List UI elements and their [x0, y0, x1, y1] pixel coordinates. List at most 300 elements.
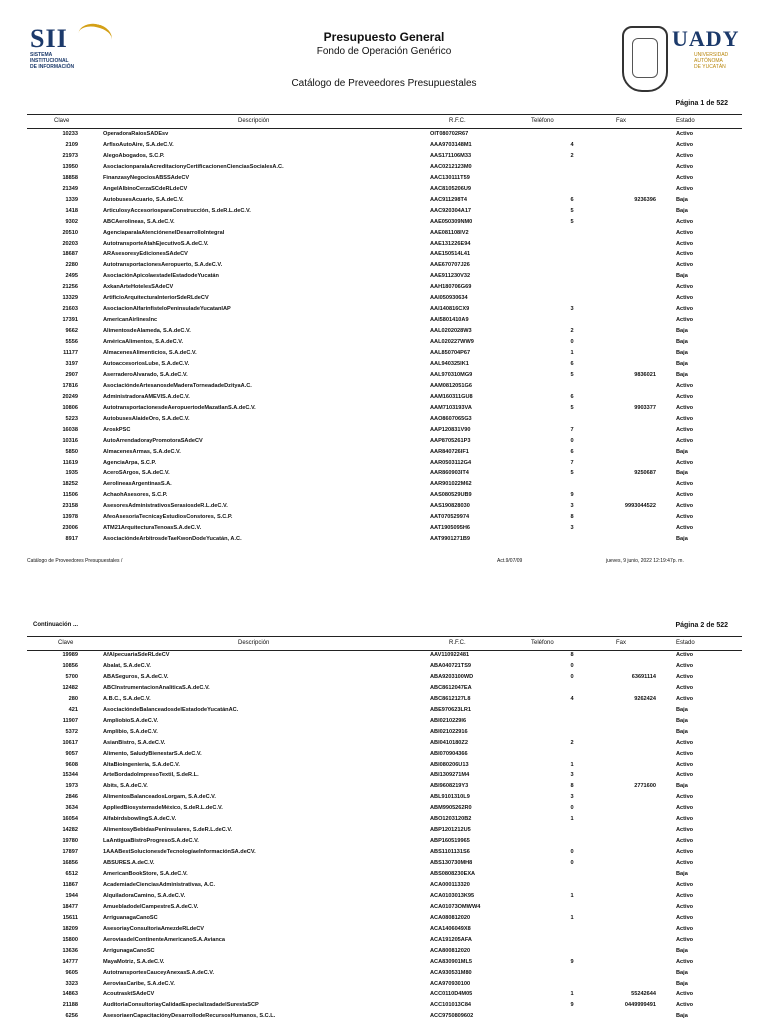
uady-logo-sub-3: DE YUCATÁN	[694, 64, 726, 70]
cell-descripcion: AutotransportacionesAeropuerto, S.A.deC.V.	[103, 262, 223, 269]
table-row	[0, 272, 768, 281]
table-row	[0, 903, 768, 912]
cell-clave: 16054	[62, 816, 78, 823]
cell-telefono: 0	[570, 339, 574, 346]
table-row	[0, 706, 768, 715]
table-row	[0, 881, 768, 890]
table-row	[0, 360, 768, 369]
cell-rfc: AAL020227WW9	[430, 339, 474, 346]
cell-estado: Activo	[676, 317, 694, 324]
cell-rfc: ACA1406049X8	[430, 925, 471, 932]
cell-estado: Baja	[676, 536, 688, 543]
cell-rfc: AAT9901271B9	[430, 536, 471, 543]
cell-estado: Baja	[676, 350, 688, 356]
cell-estado: Baja	[676, 339, 688, 346]
cell-descripcion: AceroSArgos, S.A.deC.V.	[103, 470, 170, 477]
cell-estado: Activo	[676, 262, 694, 269]
cell-estado: Activo	[676, 152, 694, 159]
cell-telefono: 2	[570, 328, 574, 335]
cell-estado: Baja	[676, 360, 688, 367]
cell-clave: 19989	[62, 652, 78, 658]
table-row	[0, 936, 768, 945]
table-row	[0, 793, 768, 802]
cell-rfc: AAR840726IF1	[430, 448, 469, 455]
cell-telefono: 5	[570, 207, 574, 214]
cell-clave: 3197	[65, 360, 78, 367]
cell-descripcion: ArtificioArquitecturaInteriorSdeRLdeCV	[103, 295, 209, 302]
cell-rfc: ACA191205AFA	[430, 936, 472, 943]
cell-rfc: AAL940325IK1	[430, 360, 469, 367]
table-row	[0, 958, 768, 967]
cell-estado: Baja	[676, 980, 688, 987]
cell-rfc: AAH180706G69	[430, 284, 472, 291]
table-row	[0, 990, 768, 999]
cell-clave: 18477	[62, 903, 78, 910]
cell-descripcion: Amplibio, S.A.deC.V.	[103, 728, 158, 735]
table-row	[0, 673, 768, 682]
table-row	[0, 870, 768, 879]
cell-estado: Activo	[676, 525, 694, 532]
cell-telefono: 2	[570, 739, 574, 746]
cell-telefono: 3	[570, 306, 574, 313]
cell-rfc: AAC911298T4	[430, 196, 468, 203]
cell-descripcion: AutobusesAcuario, S.A.deC.V.	[103, 196, 184, 203]
cell-descripcion: AlquiladoraCamino, S.A.deC.V.	[103, 892, 186, 899]
cell-estado: Activo	[676, 251, 694, 258]
cell-estado: Activo	[676, 750, 694, 757]
table-row	[0, 969, 768, 978]
table-row	[0, 459, 768, 468]
table-row	[0, 141, 768, 150]
cell-rfc: AAM160311GU8	[430, 393, 473, 400]
cell-clave: 11506	[62, 492, 78, 499]
cell-estado: Activo	[676, 131, 694, 137]
cell-estado: Activo	[676, 914, 694, 921]
cell-telefono: 5	[570, 371, 574, 378]
table-row	[0, 152, 768, 161]
cell-estado: Activo	[676, 936, 694, 943]
page-number: Página 1 de 522	[675, 100, 728, 107]
cell-rfc: AAS171106M33	[430, 152, 472, 159]
cell-clave: 10316	[62, 437, 78, 444]
cell-clave: 5556	[65, 339, 78, 346]
cell-clave: 13978	[62, 514, 78, 521]
table-row	[0, 404, 768, 413]
uady-logo-text: UADY	[672, 26, 740, 51]
cell-clave: 2495	[65, 273, 78, 280]
cell-clave: 16038	[62, 426, 78, 433]
cell-estado: Baja	[676, 706, 688, 713]
cell-rfc: AAT1905095H6	[430, 525, 471, 532]
cell-clave: 16856	[62, 860, 78, 867]
cell-estado: Activo	[676, 1002, 694, 1009]
cell-clave: 5700	[65, 673, 78, 680]
cell-descripcion: AgenciaArpa, S.C.P.	[103, 459, 157, 466]
cell-estado: Activo	[676, 437, 694, 444]
cell-rfc: AAA9703148M1	[430, 141, 472, 148]
cell-estado: Baja	[676, 273, 688, 280]
cell-descripcion: ARAsesoresyEdicionesSAdeCV	[103, 251, 188, 258]
table-row	[0, 382, 768, 391]
cell-descripcion: ABSURES.A.deC.V.	[103, 860, 155, 867]
cell-clave: 20249	[62, 393, 78, 400]
cell-estado: Activo	[676, 816, 694, 823]
cell-rfc: AAR901022M62	[430, 481, 472, 488]
cell-rfc: AAE150514L41	[430, 251, 471, 258]
table-row	[0, 469, 768, 478]
cell-clave: 18687	[62, 251, 78, 258]
table-row	[0, 815, 768, 824]
cell-clave: 15344	[62, 772, 78, 779]
cell-rfc: ABE970623LR1	[430, 706, 472, 713]
cell-descripcion: AltaBioingeniería, S.A.deC.V.	[103, 761, 180, 768]
sii-logo-sub-1: SISTEMA	[30, 52, 53, 58]
cell-clave: 1418	[65, 207, 78, 214]
cell-fax: 9262424	[634, 695, 656, 702]
table-row	[0, 925, 768, 934]
cell-telefono: 6	[570, 448, 574, 455]
table-row	[0, 305, 768, 314]
table-row	[0, 294, 768, 303]
cell-descripcion: AcademiadeCienciasAdministrativas, A.C.	[103, 881, 216, 888]
cell-descripcion: AeroviasdelContinenteAmericanoS.A.Avianca	[103, 936, 225, 943]
table-row	[0, 426, 768, 435]
cell-clave: 10617	[62, 739, 78, 746]
footer-mid: Act.9/07/09	[497, 558, 523, 564]
cell-rfc: ACA930531M80	[430, 969, 472, 976]
cell-estado: Activo	[676, 415, 694, 422]
table-row	[0, 892, 768, 901]
cell-descripcion: AlimentosyBebidasPeninsulares, S.deR.L.deC.V.	[103, 827, 233, 834]
cell-clave: 2907	[65, 371, 78, 378]
cell-estado: Activo	[676, 805, 694, 812]
cell-telefono: 0	[570, 662, 574, 669]
col-telefono: Teléfono	[531, 118, 554, 124]
cell-rfc: AAC8105206U9	[430, 185, 472, 192]
cell-telefono: 3	[570, 794, 574, 801]
cell-telefono: 6	[570, 196, 574, 203]
cell-clave: 9057	[65, 750, 78, 757]
cell-descripcion: AsianBistro, S.A.deC.V.	[103, 739, 166, 746]
cell-clave: 2109	[65, 141, 78, 148]
cell-clave: 1339	[65, 196, 78, 203]
cell-estado: Activo	[676, 684, 694, 691]
cell-descripcion: AppliedBiosystemsdeMéxico, S.deR.L.deC.V.	[103, 805, 223, 812]
cell-telefono: 1	[570, 991, 574, 998]
cell-fax: 55242644	[631, 991, 656, 998]
table-row	[0, 185, 768, 194]
report-subtitle: Fondo de Operación Genérico	[316, 46, 452, 57]
table-row	[0, 163, 768, 172]
cell-telefono: 3	[570, 772, 574, 779]
cell-telefono: 1	[570, 350, 574, 356]
cell-descripcion: ArrigunagaCanoSC	[103, 947, 155, 954]
cell-estado: Activo	[676, 141, 694, 148]
col-clave: Clave	[58, 640, 74, 646]
cell-clave: 9662	[65, 328, 78, 335]
cell-descripcion: AlmacenesArmas, S.A.deC.V.	[103, 448, 181, 455]
cell-estado: Baja	[676, 969, 688, 976]
cell-descripcion: AméricaAlimentos, S.A.deC.V.	[103, 339, 183, 346]
cell-descripcion: ABCInstrumentacionAnaliticaS.A.deC.V.	[103, 684, 210, 691]
cell-descripcion: FinanzasyNegociosABSSAdeCV	[103, 174, 190, 181]
cell-estado: Activo	[676, 459, 694, 466]
cell-rfc: AAR0503112G4	[430, 459, 472, 466]
cell-descripcion: AutoaccesoriosLube, S.A.deC.V.	[103, 360, 190, 367]
cell-clave: 13329	[62, 295, 78, 302]
table-row	[0, 229, 768, 238]
cell-rfc: AAI050930634	[430, 295, 468, 302]
cell-descripcion: ArteBordadoImpresoTextil, S.deR.L.	[103, 772, 199, 779]
cell-clave: 2846	[65, 794, 78, 801]
table-row	[0, 804, 768, 813]
cell-descripcion: AlegoAbogados, S.C.P.	[103, 152, 165, 159]
cell-descripcion: AsociacionAlfarinfisteloPeninsuladeYucatanIAP	[103, 306, 231, 313]
table-row	[0, 826, 768, 835]
cell-descripcion: AsesoresAdministrativosSerasiosdeR.L.deC.V.	[103, 503, 228, 510]
cell-clave: 18252	[62, 481, 78, 488]
table-row	[0, 837, 768, 846]
cell-estado: Activo	[676, 860, 694, 867]
cell-descripcion: Abalat, S.A.deC.V.	[103, 662, 151, 669]
cell-estado: Baja	[676, 871, 688, 877]
table-header-2	[27, 636, 742, 651]
cell-rfc: AAP120831V90	[430, 426, 471, 433]
cell-rfc: AAE670707J26	[430, 262, 470, 269]
cell-telefono: 6	[570, 360, 574, 367]
cell-clave: 10233	[62, 131, 78, 137]
cell-descripcion: ArticulosyAccesoriosparaConstrucción, S.deR.L.deC.V.	[103, 207, 251, 214]
cell-clave: 5223	[65, 415, 78, 422]
cell-rfc: AAL0202028W3	[430, 328, 472, 335]
cell-descripcion: AcoutrasktSAdeCV	[103, 991, 155, 998]
cell-clave: 17391	[62, 317, 78, 324]
cell-fax: 0449999491	[624, 1002, 656, 1009]
cell-descripcion: AmericanBookStore, S.A.deC.V.	[103, 871, 188, 877]
table-row	[0, 651, 768, 660]
cell-telefono: 8	[570, 652, 574, 658]
cell-descripcion: AserraderoAlvarado, S.A.deC.V.	[103, 371, 188, 378]
cell-descripcion: AsesoriaenCapacitaciónyDesarrollodeRecursosHumanos, S.C.L.	[103, 1013, 276, 1020]
cell-descripcion: AlfabirdsbowlingS.A.deC.V.	[103, 816, 177, 823]
table-row	[0, 848, 768, 857]
cell-clave: 18858	[62, 174, 78, 181]
cell-estado: Baja	[676, 470, 688, 477]
cell-clave: 421	[68, 706, 78, 713]
col-estado: Estado	[676, 118, 695, 124]
col-fax: Fax	[616, 640, 627, 646]
cell-rfc: ABP1201212U5	[430, 827, 471, 834]
cell-clave: 21973	[62, 152, 78, 159]
cell-rfc: ACA080812020	[430, 914, 471, 921]
table-row	[0, 371, 768, 380]
cell-rfc: ACA830901ML5	[430, 958, 472, 965]
table-row	[0, 250, 768, 259]
cell-clave: 6512	[65, 871, 78, 877]
cell-telefono: 9	[570, 1002, 574, 1009]
table-row	[0, 174, 768, 183]
table-row	[0, 261, 768, 270]
cell-estado: Activo	[676, 892, 694, 899]
cell-rfc: ABL9101310L9	[430, 794, 470, 801]
table-row	[0, 695, 768, 704]
col-telefono: Teléfono	[531, 640, 554, 646]
table-row	[0, 480, 768, 489]
cell-fax: 9836021	[634, 371, 656, 378]
cell-estado: Activo	[676, 426, 694, 433]
cell-estado: Activo	[676, 827, 694, 834]
cell-descripcion: AutoArrendadorayPromotoraSAdeCV	[103, 437, 203, 444]
cell-rfc: AAM7103193VA	[430, 404, 472, 411]
cell-descripcion: LaAntiguaBistroProgresoS.A.deC.V.	[103, 838, 199, 845]
table-row	[0, 491, 768, 500]
cell-descripcion: Abits, S.A.deC.V.	[103, 783, 148, 790]
cell-rfc: AAV110922481	[430, 652, 470, 658]
cell-telefono: 0	[570, 860, 574, 867]
cell-estado: Activo	[676, 925, 694, 932]
table-row	[0, 130, 768, 139]
cell-estado: Activo	[676, 673, 694, 680]
cell-descripcion: AfAlpecuariaSdeRLdeCV	[103, 652, 170, 658]
cell-estado: Activo	[676, 652, 694, 658]
col-descripcion: Descripción	[238, 640, 270, 646]
cell-descripcion: AsociacióndeArbitrosdeTaeKwonDodeYucatán, A.C.	[103, 536, 242, 543]
cell-clave: 15611	[62, 914, 78, 921]
cell-clave: 6256	[65, 1013, 78, 1020]
table-row	[0, 535, 768, 544]
cell-estado: Activo	[676, 174, 694, 181]
table-row	[0, 662, 768, 671]
cell-descripcion: AxkanArteHotelesSAdeCV	[103, 284, 174, 291]
cell-estado: Activo	[676, 382, 694, 389]
cell-fax: 9903377	[634, 404, 656, 411]
table-row	[0, 437, 768, 446]
cell-telefono: 7	[570, 426, 574, 433]
cell-descripcion: AsesoriayConsultoriaAmezdeRLdeCV	[103, 925, 205, 932]
cell-clave: 9302	[65, 218, 78, 225]
cell-estado: Activo	[676, 958, 694, 965]
cell-descripcion: OperadoraRaiosSADEsv	[103, 131, 169, 137]
cell-clave: 280	[68, 695, 78, 702]
cell-telefono: 1	[570, 816, 574, 823]
cell-telefono: 0	[570, 805, 574, 812]
cell-rfc: ABC8612047EA	[430, 684, 472, 691]
cell-rfc: OIT080702R67	[430, 131, 469, 137]
cell-rfc: ACA01073OMWW4	[430, 903, 481, 910]
cell-clave: 5850	[65, 448, 78, 455]
cell-rfc: ACA0103013K95	[430, 892, 475, 899]
cell-estado: Activo	[676, 881, 694, 888]
table-row	[0, 739, 768, 748]
cell-descripcion: AmericanAirlinesInc	[103, 317, 158, 324]
cell-telefono: 6	[570, 393, 574, 400]
footer-left: Catálogo de Proveedores Presupuestales /	[27, 558, 123, 564]
cell-clave: 15800	[62, 936, 78, 943]
cell-rfc: ABO1203120B2	[430, 816, 472, 823]
table-row	[0, 513, 768, 522]
table-row	[0, 728, 768, 737]
cell-estado: Baja	[676, 728, 688, 735]
cell-rfc: AAT070529974	[430, 514, 470, 521]
cell-estado: Activo	[676, 761, 694, 768]
cell-descripcion: AsociacionparalaAcreditacionyCertificacionenCienciasSocialesA.C.	[103, 163, 284, 170]
cell-descripcion: A.B.C., S.A.deC.V.	[103, 695, 151, 702]
cell-rfc: AAI140816CX9	[430, 306, 470, 313]
cell-clave: 17897	[62, 849, 78, 856]
cell-rfc: ABI1309271M4	[430, 772, 470, 779]
cell-rfc: ABP160519965	[430, 838, 470, 845]
cell-descripcion: AlimentosdeAlameda, S.A.deC.V.	[103, 328, 191, 335]
table-row	[0, 914, 768, 923]
cell-fax: 9993044522	[624, 503, 656, 510]
cell-descripcion: 1AAABestSolucionesdeTecnologíaeInformaciónSA.deCV.	[103, 849, 256, 856]
table-row	[0, 947, 768, 956]
cell-estado: Activo	[676, 284, 694, 291]
cell-telefono: 4	[570, 695, 574, 702]
cell-descripcion: AerolineasArgentinasS.A.	[103, 481, 172, 488]
cell-descripcion: Alimento, SaludyBienestarS.A.deC.V.	[103, 750, 202, 757]
cell-clave: 21256	[62, 284, 78, 291]
cell-clave: 3323	[65, 980, 78, 987]
cell-rfc: AAL970310MG9	[430, 371, 473, 378]
table-row	[0, 196, 768, 205]
cell-descripcion: ArflsoAutoAire, S.A.deC.V.	[103, 141, 174, 148]
cell-rfc: ABC8612127L8	[430, 695, 471, 702]
table-row	[0, 349, 768, 358]
cell-fax: 9236396	[634, 196, 656, 203]
cell-clave: 14282	[62, 827, 78, 834]
cell-estado: Activo	[676, 240, 694, 247]
cell-rfc: AAC0212123M0	[430, 163, 472, 170]
cell-descripcion: AutotransportesCauceyAnexasS.A.deC.V.	[103, 969, 215, 976]
cell-estado: Activo	[676, 163, 694, 170]
cell-rfc: AAS190828030	[430, 503, 470, 510]
cell-telefono: 0	[570, 437, 574, 444]
cell-estado: Activo	[676, 794, 694, 801]
cell-rfc: ACC0110D4M05	[430, 991, 473, 998]
cell-descripcion: AlmacenesAlimenticios, S.A.deC.V.	[103, 350, 197, 356]
cell-fax: 63691114	[631, 673, 656, 680]
cell-clave: 1944	[65, 892, 78, 899]
cell-estado: Activo	[676, 772, 694, 779]
university-seal-icon	[622, 26, 668, 92]
table-row	[0, 859, 768, 868]
cell-rfc: AAI5801410A9	[430, 317, 469, 324]
cell-rfc: ABI0410180Z2	[430, 739, 468, 746]
cell-descripcion: AutobusesAlaideOro, S.A.deC.V.	[103, 415, 190, 422]
cell-descripcion: AmpliobioS.A.deC.V.	[103, 717, 159, 724]
cell-clave: 11177	[63, 350, 78, 356]
footer-right: jueves, 9 junio, 2022 12:19:47p. m.	[606, 558, 684, 564]
table-row	[0, 1001, 768, 1010]
cell-estado: Baja	[676, 196, 688, 203]
cell-clave: 14863	[62, 991, 78, 998]
cell-estado: Baja	[676, 783, 688, 790]
uady-logo-sub-2: AUTÓNOMA	[694, 58, 723, 64]
table-row	[0, 338, 768, 347]
table-row	[0, 448, 768, 457]
table-header	[27, 114, 742, 129]
cell-descripcion: ATM21ArquitecturaTenoasS.A.deC.V.	[103, 525, 202, 532]
cell-rfc: AAP8705261P3	[430, 437, 471, 444]
cell-clave: 5372	[65, 728, 78, 735]
table-row	[0, 782, 768, 791]
cell-estado: Activo	[676, 481, 694, 488]
cell-estado: Activo	[676, 695, 694, 702]
cell-rfc: AAO8607065G3	[430, 415, 472, 422]
cell-rfc: ABA040721TS9	[430, 662, 472, 669]
cell-rfc: AAL850704P67	[430, 350, 471, 356]
